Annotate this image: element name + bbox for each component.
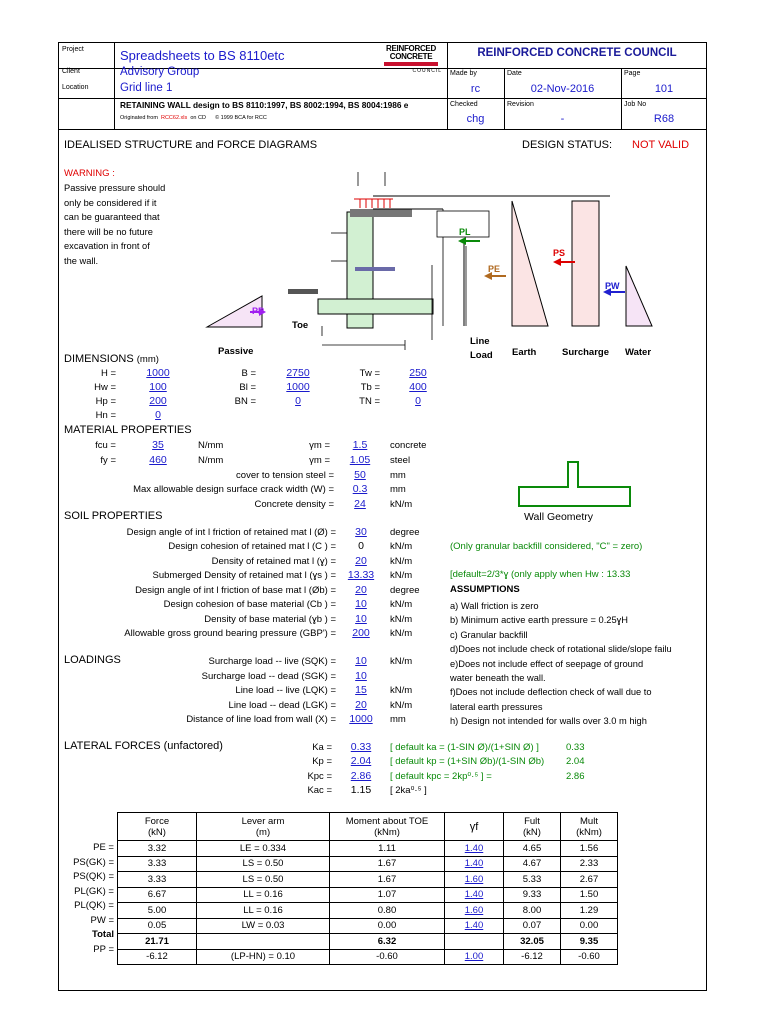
loading-unit: kN/m [390, 685, 413, 696]
soil-value[interactable]: 200 [352, 627, 370, 639]
gm-concrete-value[interactable]: 1.5 [352, 439, 368, 451]
idealised-title: IDEALISED STRUCTURE and FORCE DIAGRAMS [64, 139, 318, 151]
dim-b-value[interactable]: 2750 [286, 367, 310, 379]
front-ground [288, 289, 318, 294]
gm-steel-label: γm = [309, 455, 330, 466]
gm-concrete-unit: concrete [390, 440, 427, 451]
project-label: Project [62, 46, 84, 53]
dimensions-title: DIMENSIONS (mm) [64, 353, 159, 365]
fy-label: fy = [100, 455, 116, 466]
earth-pressure-triangle [512, 201, 548, 326]
gamma-f-input[interactable]: 1.60 [445, 872, 504, 888]
crack-label: Max allowable design surface crack width (W) = [133, 484, 334, 495]
table-row: 3.33 LS = 0.50 1.67 1.60 5.33 2.67 [118, 872, 618, 888]
density-value[interactable]: 24 [354, 498, 366, 510]
earth-label: Earth [512, 347, 537, 358]
pl-label: PL [459, 227, 471, 237]
originated-file: RCC62.xls [160, 115, 188, 121]
row-label: PE = [93, 842, 114, 853]
gm-steel-unit: steel [390, 455, 411, 466]
crack-value[interactable]: 0.3 [352, 483, 368, 495]
passive-label: Passive [218, 346, 254, 357]
job-label: Job No [624, 101, 647, 108]
dim-tw-value[interactable]: 250 [409, 367, 427, 379]
location-name: Grid line 1 [120, 82, 173, 94]
dim-label: Hn = [95, 410, 116, 421]
soil-unit: degree [390, 585, 420, 596]
table-row: 3.32 LE = 0.334 1.11 1.40 4.65 1.56 [118, 841, 618, 857]
design-status-label: DESIGN STATUS: [522, 139, 613, 151]
table-row: 5.00 LL = 0.16 0.80 1.60 8.00 1.29 [118, 903, 618, 919]
soil-title: SOIL PROPERTIES [64, 510, 163, 522]
soil-label: Density of retained mat l (ɣ) = [211, 556, 336, 567]
gamma-f-input[interactable]: 1.40 [445, 856, 504, 872]
kac-default: [ 2ka⁰·⁵ ] [390, 785, 427, 796]
dim-tn-value[interactable]: 0 [415, 395, 421, 407]
project-name: Spreadsheets to BS 8110etc [120, 48, 285, 63]
dim-hp-value[interactable]: 200 [149, 395, 167, 407]
fcu-value[interactable]: 35 [152, 439, 164, 451]
page-label: Page [624, 70, 641, 77]
soil-label: Design cohesion of base material (Cb ) = [163, 599, 336, 610]
fy-unit: N/mm [198, 455, 224, 466]
warning-text: Passive pressure should only be considered if it can be guaranteed that there will be no future excavation in front of the wall. [64, 183, 166, 266]
loadings-title: LOADINGS [64, 654, 121, 666]
soil-value[interactable]: 30 [355, 526, 367, 538]
client-label: Client [62, 68, 80, 75]
density-unit: kN/m [390, 499, 413, 510]
wall-geometry-icon [519, 462, 630, 506]
header-mult: Mult (kNm) [561, 813, 618, 841]
design-status-value: NOT VALID [632, 139, 690, 151]
loading-unit: mm [390, 714, 406, 725]
surcharge-arrows [354, 199, 393, 208]
assumptions-title: ASSUMPTIONS [450, 584, 520, 595]
dim-label: BN = [234, 396, 256, 407]
kp-default: [ default kp = (1+SIN Øb)/(1-SIN Øb) [390, 756, 545, 767]
line-load-label: Line Load [470, 336, 493, 361]
wall-base [318, 299, 433, 314]
loading-value[interactable]: 15 [355, 684, 367, 696]
soil-label: Submerged Density of retained mat l (ɣs ) = [152, 570, 336, 581]
wall-key [347, 314, 373, 328]
dim-label: Hw = [94, 382, 116, 393]
dim-hn-value[interactable]: 0 [155, 409, 161, 421]
pe-label: PE [488, 264, 501, 274]
table-pp-row: -6.12 (LP-HN) = 0.10 -0.60 1.00 -6.12 -0.60 [118, 949, 618, 965]
loading-label: Distance of line load from wall (X) = [186, 714, 336, 725]
dimension-lines [322, 172, 466, 350]
dim-hw-value[interactable]: 100 [149, 381, 167, 393]
row-label: PS(QK) = [73, 871, 114, 882]
retained-ground [350, 209, 412, 217]
row-label: PW = [90, 915, 114, 926]
made-by-label: Made by [450, 70, 477, 77]
soil-unit: kN/m [390, 556, 413, 567]
k-label: Ka = [312, 742, 332, 753]
loading-unit: kN/m [390, 656, 413, 667]
soil-unit: degree [390, 527, 420, 538]
checked-label: Checked [450, 101, 478, 108]
date-value: 02-Nov-2016 [530, 83, 595, 95]
table-header-row [118, 813, 618, 841]
dim-label: TN = [359, 396, 380, 407]
pp-label: PP [252, 306, 265, 316]
fy-value[interactable]: 460 [149, 454, 167, 466]
design-description: RETAINING WALL design to BS 8110:1997, BS 8002:1994, BS 8004:1986 e [120, 100, 409, 110]
row-label: PL(GK) = [74, 886, 114, 897]
dim-bl-value[interactable]: 1000 [286, 381, 310, 393]
kp-value[interactable]: 2.04 [350, 755, 372, 767]
cover-unit: mm [390, 470, 406, 481]
soil-label: Design cohesion of retained mat l (C ) = [168, 541, 336, 552]
loading-label: Surcharge load -- live (SQK) = [208, 656, 336, 667]
gamma-f-input[interactable]: 1.40 [445, 887, 504, 903]
row-label: PP = [93, 944, 114, 955]
dim-label: Hp = [95, 396, 116, 407]
dim-tb-value[interactable]: 400 [409, 381, 427, 393]
kpc-default-value: 2.86 [566, 771, 585, 782]
soil-note-granular: (Only granular backfill considered, "C" = zero) [450, 541, 643, 552]
header-gamma-f: γf [445, 813, 504, 841]
k-label: Kpc = [307, 771, 332, 782]
row-label: PL(QK) = [74, 900, 114, 911]
soil-unit: kN/m [390, 599, 413, 610]
loading-label: Line load -- dead (LGK) = [228, 700, 336, 711]
ka-default: [ default ka = (1-SIN Ø)/(1+SIN Ø) ] [390, 742, 539, 753]
dim-bn-value[interactable]: 0 [295, 395, 301, 407]
organisation-name: REINFORCED CONCRETE COUNCIL [477, 47, 677, 59]
client-name: Advisory Group [120, 66, 200, 78]
table-row: 0.05 LW = 0.03 0.00 1.40 0.07 0.00 [118, 918, 618, 934]
k-label: Kp = [312, 756, 332, 767]
rcc-logo: REINFORCED CONCRETE COUNCIL [380, 45, 442, 75]
soil-label: Density of base material (ɣb ) = [204, 614, 336, 625]
forces-table [117, 812, 618, 965]
material-title: MATERIAL PROPERTIES [64, 424, 192, 436]
header-moment: Moment about TOE (kNm) [330, 813, 445, 841]
lateral-title: LATERAL FORCES (unfactored) [64, 740, 223, 752]
toe-label: Toe [292, 320, 309, 331]
dim-label: H = [100, 368, 116, 379]
cover-label: cover to tension steel = [236, 470, 334, 481]
wall-stem [347, 212, 373, 299]
table-row: 6.67 LL = 0.16 1.07 1.40 9.33 1.50 [118, 887, 618, 903]
dim-label: B = [241, 368, 256, 379]
dim-label: Bl = [239, 382, 256, 393]
pw-label: PW [605, 281, 620, 291]
loading-value[interactable]: 10 [355, 670, 367, 682]
loading-label: Line load -- live (LQK) = [235, 685, 336, 696]
gamma-f-input[interactable]: 1.40 [445, 918, 504, 934]
warning-title: WARNING : [64, 168, 115, 179]
k-label: Kac = [307, 785, 332, 796]
page-value: 101 [654, 83, 674, 95]
assumptions-list: a) Wall friction is zero b) Minimum active earth pressure = 0.25ɣH c) Granular backfill d)Does not include check of rotational slide/slope failu e)Does not include effect of seepage of ground water beneath the wall. f)Does not include deflection check of wall due to lateral earth pressures h) Design not intended for walls over 3.0 m high [450, 601, 672, 727]
kac-value: 1.15 [350, 784, 372, 796]
header-force: Force (kN) [118, 813, 197, 841]
checked-value: chg [466, 113, 485, 125]
header-fult: Fult (kN) [504, 813, 561, 841]
dim-h-value[interactable]: 1000 [146, 367, 170, 379]
kpc-value[interactable]: 2.86 [350, 770, 372, 782]
kp-default-value: 2.04 [566, 756, 585, 767]
made-by-value: rc [470, 83, 481, 95]
originated-line: Originated from RCC62.xls on CD © 1999 BCA for RCC [120, 115, 267, 121]
gamma-f-input[interactable]: 1.40 [445, 841, 504, 857]
density-label: Concrete density = [254, 499, 334, 510]
dim-label: Tw = [359, 368, 380, 379]
crack-unit: mm [390, 484, 406, 495]
job-value: R68 [653, 113, 675, 125]
soil-value[interactable]: 10 [355, 613, 367, 625]
gamma-f-input[interactable]: 1.00 [445, 949, 504, 965]
soil-label: Design angle of int l friction of retained mat l (Ø) = [126, 527, 336, 538]
cover-value[interactable]: 50 [354, 469, 366, 481]
loading-value[interactable]: 10 [355, 655, 367, 667]
location-label: Location [62, 84, 89, 91]
ka-default-value: 0.33 [566, 742, 585, 753]
soil-unit: kN/m [390, 570, 413, 581]
surcharge-label: Surcharge [562, 347, 609, 358]
fcu-label: fcu = [95, 440, 116, 451]
loading-value[interactable]: 20 [355, 699, 367, 711]
soil-value[interactable]: 20 [355, 584, 367, 596]
kpc-default: [ default kpc = 2kp⁰·⁵ ] = [390, 771, 492, 782]
water-label: Water [625, 347, 652, 358]
loading-unit: kN/m [390, 700, 413, 711]
row-label: PS(GK) = [73, 857, 114, 868]
soil-label: Allowable gross ground bearing pressure (GBP') = [124, 628, 336, 639]
revision-value: - [560, 113, 565, 125]
soil-value[interactable]: 20 [355, 555, 367, 567]
ka-value[interactable]: 0.33 [350, 741, 372, 753]
soil-value: 0 [358, 540, 364, 552]
gm-steel-value[interactable]: 1.05 [349, 454, 371, 466]
fcu-unit: N/mm [198, 440, 224, 451]
soil-value[interactable]: 10 [355, 598, 367, 610]
water-pressure-triangle [626, 266, 652, 326]
soil-unit: kN/m [390, 614, 413, 625]
soil-value[interactable]: 13.33 [347, 569, 375, 581]
wall-geometry-label: Wall Geometry [524, 511, 594, 523]
soil-unit: kN/m [390, 628, 413, 639]
surcharge-pressure-rect [572, 201, 599, 326]
water-level-mark [355, 267, 395, 271]
ps-label: PS [553, 248, 566, 258]
date-label: Date [507, 70, 522, 77]
header-lever-arm: Lever arm (m) [197, 813, 330, 841]
soil-unit: kN/m [390, 541, 413, 552]
row-label: Total [92, 929, 114, 940]
dim-label: Tb = [360, 382, 380, 393]
table-row: 3.33 LS = 0.50 1.67 1.40 4.67 2.33 [118, 856, 618, 872]
loading-value[interactable]: 1000 [349, 713, 373, 725]
table-total-row: 21.71 6.32 32.05 9.35 [118, 934, 618, 950]
soil-note-default: [default=2/3*ɣ (only apply when Hw : 13.33 [450, 569, 631, 580]
loading-label: Surcharge load -- dead (SGK) = [201, 671, 336, 682]
gamma-f-input[interactable]: 1.60 [445, 903, 504, 919]
revision-label: Revision [507, 101, 534, 108]
soil-label: Design angle of int l friction of base mat l (Øb) = [135, 585, 336, 596]
gm-concrete-label: γm = [309, 440, 330, 451]
